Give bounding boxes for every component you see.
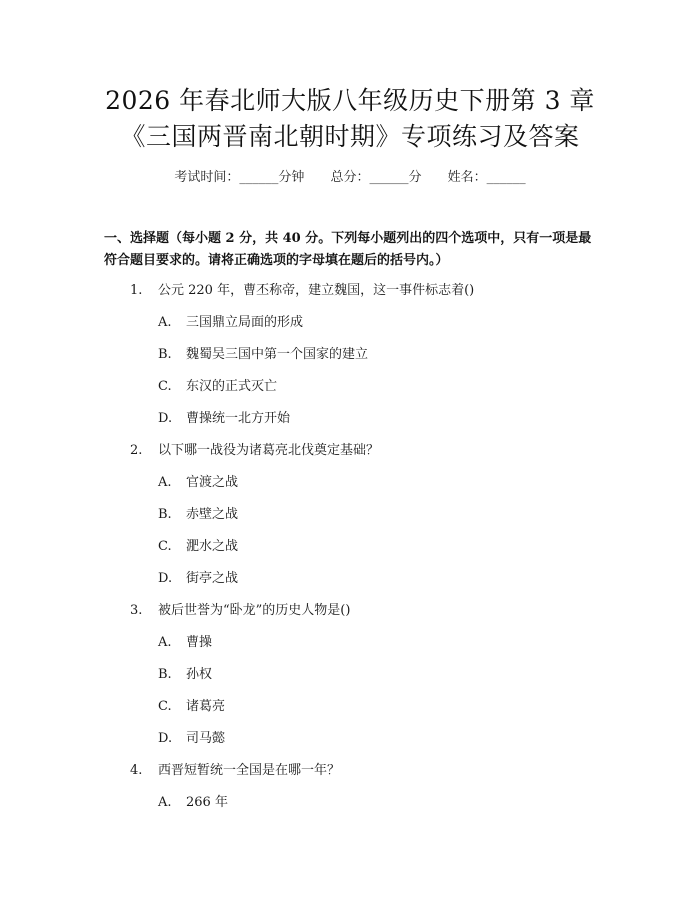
exam-time-field: 考试时间：______分钟 — [174, 170, 305, 185]
option-text: 赤壁之战 — [186, 507, 239, 522]
option-text: 官渡之战 — [186, 475, 239, 490]
option-text: 东汉的正式灭亡 — [186, 379, 278, 394]
option-letter: B. — [158, 667, 172, 682]
question-1-option-b — [158, 346, 368, 364]
question-3 — [130, 602, 350, 620]
option-letter: D. — [158, 731, 173, 746]
option-text: 曹操 — [186, 635, 213, 650]
document-title-line-2: 《三国两晋南北朝时期》专项练习及答案 — [120, 122, 580, 151]
question-number: 2. — [130, 443, 143, 458]
option-letter: B. — [158, 347, 172, 362]
option-text: 孙权 — [186, 667, 213, 682]
option-letter: C. — [158, 539, 172, 554]
question-text: 西晋短暂统一全国是在哪一年？ — [158, 763, 341, 778]
exam-info-row — [0, 166, 700, 185]
section-heading-multiple-choice: 一、选择题（每小题 2 分，共 40 分。下列每小题列出的四个选项中，只有一项是最符合题目要求的。请将正确选项的字母填在题后的括号内。） — [104, 231, 592, 268]
question-text: 被后世誉为“卧龙”的历史人物是() — [158, 603, 351, 618]
question-2-option-b — [158, 506, 238, 524]
option-text: 司马懿 — [186, 731, 226, 746]
question-4 — [130, 762, 340, 780]
option-letter: A. — [158, 635, 172, 650]
option-letter: D. — [158, 571, 173, 586]
option-text: 266 年 — [186, 795, 228, 810]
question-text: 以下哪一战役为诸葛亮北伐奠定基础？ — [158, 443, 380, 458]
question-2-option-d — [158, 570, 238, 588]
question-1-option-a — [158, 314, 303, 332]
question-1 — [130, 282, 474, 300]
option-letter: A. — [158, 315, 172, 330]
option-letter: D. — [158, 411, 173, 426]
question-text: 公元 220 年，曹丕称帝，建立魏国，这一事件标志着() — [158, 283, 475, 298]
question-3-option-d — [158, 730, 225, 748]
option-letter: C. — [158, 379, 172, 394]
question-3-option-c — [158, 698, 225, 716]
question-3-option-a — [158, 634, 212, 652]
question-1-option-c — [158, 378, 277, 396]
question-2-option-c — [158, 538, 238, 556]
question-2 — [130, 442, 379, 460]
option-text: 曹操统一北方开始 — [186, 411, 291, 426]
option-text: 魏蜀吴三国中第一个国家的建立 — [186, 347, 369, 362]
document-title-line-1: 2026 年春北师大版八年级历史下册第 3 章 — [105, 86, 595, 115]
question-number: 4. — [130, 763, 143, 778]
question-3-option-b — [158, 666, 212, 684]
question-number: 1. — [130, 283, 143, 298]
option-text: 街亭之战 — [186, 571, 239, 586]
question-number: 3. — [130, 603, 143, 618]
question-2-option-a — [158, 474, 238, 492]
option-letter: C. — [158, 699, 172, 714]
option-letter: B. — [158, 507, 172, 522]
student-name-field: 姓名：______ — [447, 170, 526, 185]
option-letter: A. — [158, 795, 172, 810]
option-letter: A. — [158, 475, 172, 490]
option-text: 诸葛亮 — [186, 699, 226, 714]
question-4-option-a — [158, 794, 228, 812]
option-text: 淝水之战 — [186, 539, 239, 554]
total-score-field: 总分：______分 — [330, 170, 422, 185]
question-1-option-d — [158, 410, 290, 428]
option-text: 三国鼎立局面的形成 — [186, 315, 304, 330]
